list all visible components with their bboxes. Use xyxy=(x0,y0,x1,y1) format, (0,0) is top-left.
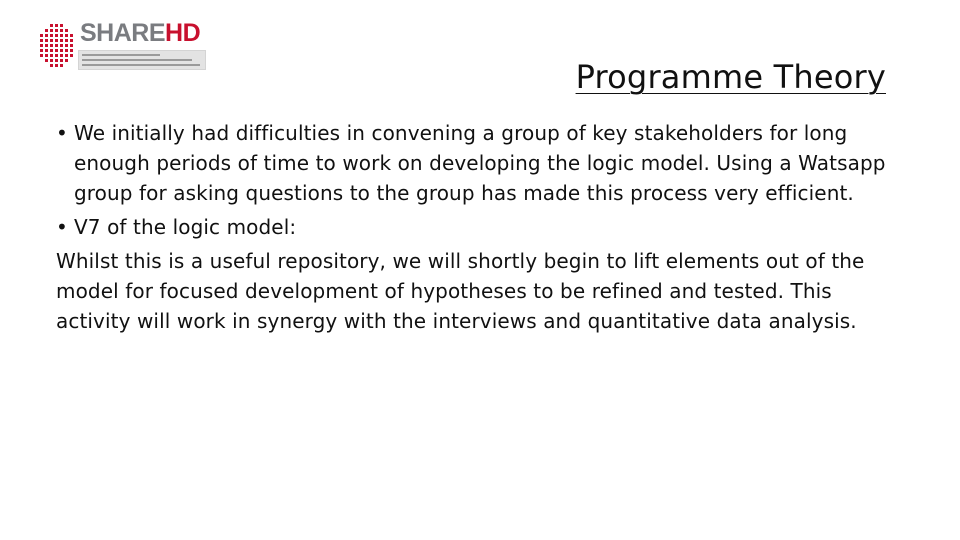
bullet-text: We initially had difficulties in convening a group of key stakeholders for long enough periods of time to work on developing the logic model. Using a Watsapp group for asking questions to the group has made this process very efficient. xyxy=(74,121,886,205)
logo-word-share: SHARE xyxy=(80,19,166,47)
logo-word-hd: HD xyxy=(165,19,201,47)
logo-dot-grid-icon xyxy=(38,20,74,70)
sharehd-logo xyxy=(38,20,208,70)
bullet-marker: • xyxy=(56,121,68,145)
bullet-item xyxy=(56,118,896,208)
slide-title: Programme Theory xyxy=(575,58,886,96)
bullet-marker: • xyxy=(56,215,68,239)
logo-wordmark xyxy=(80,20,200,46)
logo-tagline-lines-icon xyxy=(79,51,205,69)
logo-tagline-box xyxy=(78,50,206,70)
body-paragraph: Whilst this is a useful repository, we will shortly begin to lift elements out of the model for focused development of hypotheses to be refined and tested. This activity will work in synergy with the interviews and quantitative data analysis. xyxy=(56,249,865,333)
bullet-text: V7 of the logic model: xyxy=(74,215,297,239)
bullet-item xyxy=(56,212,896,242)
slide-body xyxy=(56,118,896,336)
